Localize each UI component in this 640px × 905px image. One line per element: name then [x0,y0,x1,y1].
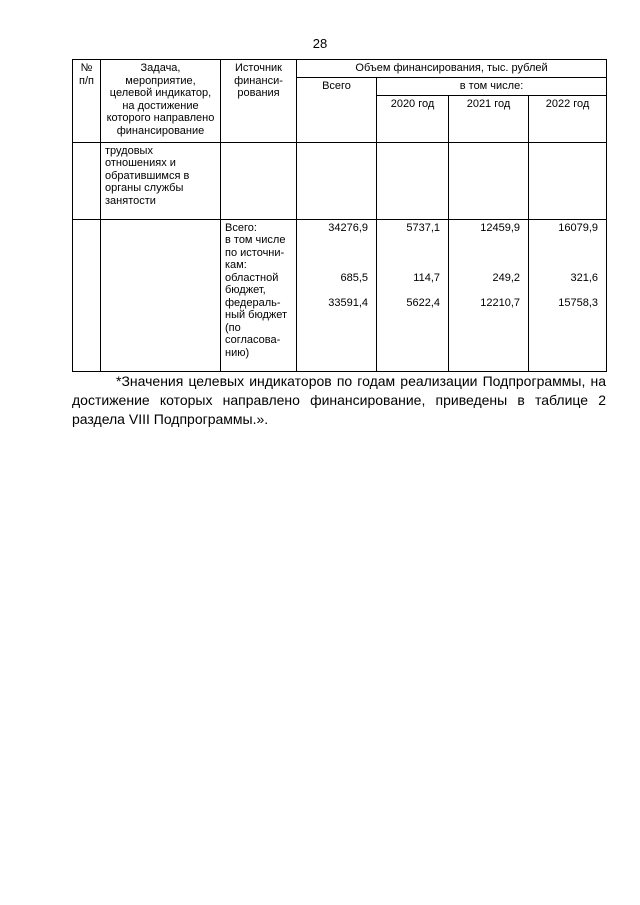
source-line: федераль- [225,296,281,309]
source-line: нию) [225,346,250,359]
source-line: (по [225,321,241,334]
header-row-1 [73,60,607,78]
cell-2021-values [449,219,529,371]
header-num: № п/п [73,60,101,143]
cell-task: трудовых отношениях и обратившимся в органы службы занятости [101,142,221,219]
cell-2020 [377,142,449,219]
cell-total [297,142,377,219]
header-volume: Объем финансирования, тыс. рублей [297,60,607,78]
value-all-sources: 34276,9 [328,221,368,234]
table-row-total [73,219,607,371]
value-regional: 114,7 [413,271,440,284]
header-source: Источник финанси-рования [221,60,297,143]
cell-num [73,219,101,371]
value-federal: 5622,4 [406,296,440,309]
cell-num [73,142,101,219]
value-regional: 249,2 [492,271,520,284]
header-year-2021: 2021 год [449,95,529,142]
source-line: в том числе [225,234,286,246]
source-line: кам: [225,259,247,271]
source-line: ный бюджет [225,309,288,321]
cell-2022-values [529,219,607,371]
header-task: Задача, мероприятие, целевой индикатор, на достижение которого направлено финансирование [101,60,221,143]
source-line: Всего: [225,221,257,234]
cell-2020-values [377,219,449,371]
value-federal: 12210,7 [480,296,520,309]
value-all-sources: 5737,1 [406,221,440,234]
header-year-2022: 2022 год [529,95,607,142]
cell-2021 [449,142,529,219]
header-total: Всего [297,78,377,143]
source-line: областной [225,271,279,284]
cell-source [221,142,297,219]
value-regional: 685,5 [340,271,368,284]
cell-2022 [529,142,607,219]
table-row-continuation [73,142,607,219]
value-all-sources: 16079,9 [558,221,599,234]
cell-task [101,219,221,371]
source-line: согласова- [225,334,281,346]
cell-source-lines [221,219,297,371]
value-federal: 33591,4 [328,296,368,309]
header-including: в том числе: [377,78,607,96]
cell-total-values [297,219,377,371]
value-federal: 15758,3 [558,296,599,309]
header-year-2020: 2020 год [377,95,449,142]
source-line: бюджет, [225,284,266,296]
footnote: *Значения целевых индикаторов по годам реализации Подпрограммы, на достижение которых направлено финансирование, приведены в таблице 2 раздела VIII Подпрограммы.». [72,373,606,427]
value-all-sources: 12459,9 [480,221,520,234]
value-regional: 321,6 [570,271,599,284]
financing-table [72,59,607,372]
page-number: 28 [312,36,328,51]
source-line: по источни- [225,246,285,259]
